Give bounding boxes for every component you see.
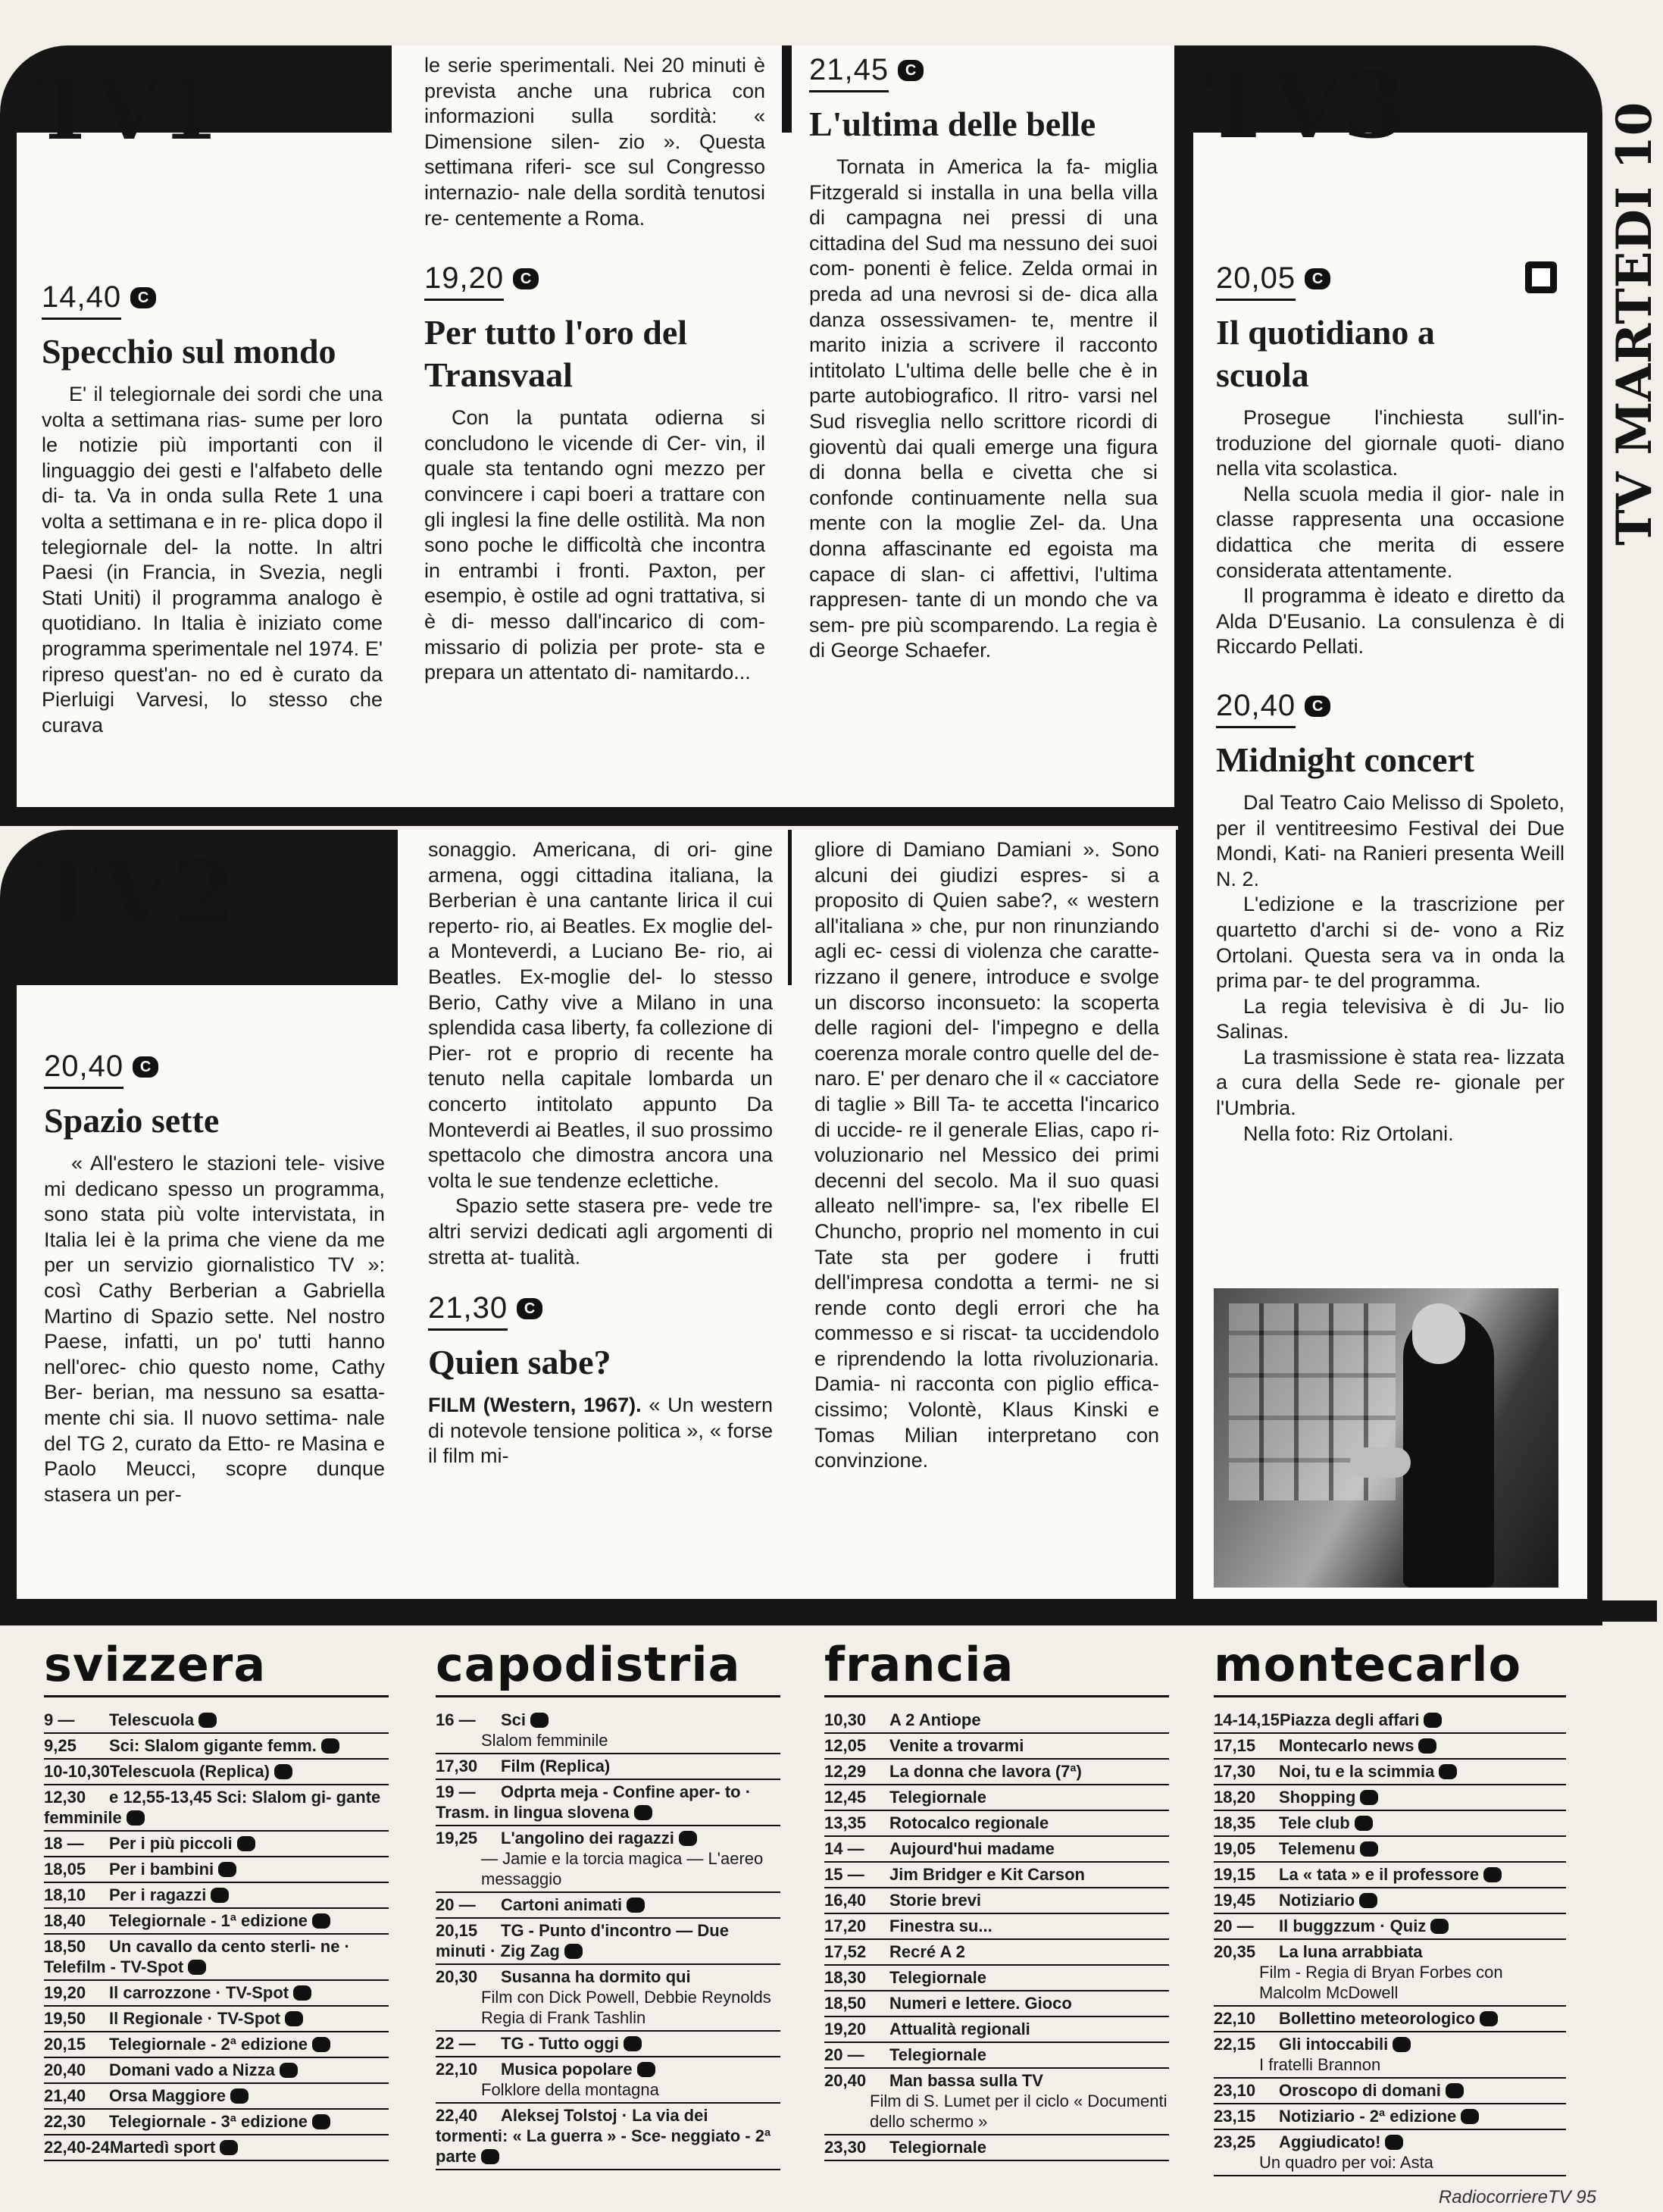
colour-broadcast-icon <box>1480 2011 1498 2026</box>
tv1-col2-para: le serie sperimentali. Nei 20 minuti è prevista anche una rubrica con informazioni sulla sordità: « Dimensione silen- zio ». Questa settimana riferi- sce sul Congresso internazio- nale della sordità tenutosi re- centemente a Roma. <box>424 54 765 230</box>
tv2-col2-para: sonaggio. Americana, di ori- gine armena, oggi cittadina italiana, la Berberian è una cantante lirica il cui reperto- rio, ai Beatles. Ex moglie del- a Monteverdi, a Luciano Be- rio, ai Beatles. Ex-moglie del- lo stesso Berio, Cathy vive a Milano in una splendida casa liberty, fa collezione di Pier- rot e proprio di recente ha tenuto nella capitale lombarda un concerto intitolato appunto Da Monteverdi ai Beatles, il suo prossimo spettacolo che dimostra ancora una volta le sue tendenze eclettiche. <box>428 838 773 1192</box>
colour-broadcast-icon: C <box>1305 696 1330 717</box>
schedule-title: La donna che lavora (7ª) <box>889 1762 1082 1781</box>
schedule-row <box>824 1940 1169 1966</box>
schedule-title: Domani vado a Nizza <box>109 2060 275 2079</box>
schedule-subtitle: I fratelli Brannon <box>1259 2055 1381 2074</box>
schedule-title: Recré A 2 <box>889 1942 965 1961</box>
tv1-body-3 <box>809 155 1158 664</box>
tv3-body-1 <box>1216 405 1565 660</box>
schedule-row <box>44 2110 389 2135</box>
colour-broadcast-icon <box>1418 1738 1436 1754</box>
schedule-title: Rotocalco regionale <box>889 1813 1049 1832</box>
colour-broadcast-icon: C <box>898 60 924 81</box>
channel-title: montecarlo <box>1214 1637 1566 1697</box>
schedule-time: 10,30 <box>824 1710 867 1729</box>
schedule-row <box>44 1935 389 1981</box>
schedule-time: 9 — <box>44 1710 75 1729</box>
tv2-body-1 <box>44 1151 385 1507</box>
schedule-subtitle: Folklore della montagna <box>481 2080 659 2099</box>
schedule-title: Noi, tu e la scimmia <box>1279 1762 1435 1781</box>
schedule-title: TG - Punto d'incontro — Due minuti · Zig Zag <box>436 1921 734 1960</box>
schedule-time: 19,50 <box>44 2009 86 2028</box>
schedule-time: 20,40 <box>824 2071 867 2090</box>
colour-broadcast-icon <box>312 2037 330 2052</box>
colour-broadcast-icon <box>530 1713 549 1728</box>
schedule-time: 19,20 <box>44 1983 86 2002</box>
schedule-title: Oroscopo di domani <box>1279 2081 1441 2100</box>
tv2-col3-body <box>814 837 1159 1474</box>
schedule-time: 18,30 <box>824 1968 867 1987</box>
schedule-row <box>436 1780 780 1826</box>
colour-broadcast-icon <box>481 2149 499 2164</box>
photo-head <box>1412 1303 1465 1364</box>
schedule-title: Telegiornale <box>889 2138 986 2157</box>
colour-broadcast-icon: C <box>130 287 156 308</box>
schedule-row <box>824 2069 1172 2135</box>
tv1-logo-text: TV1 <box>34 61 219 158</box>
schedule-title: Susanna ha dormito qui <box>501 1967 691 1986</box>
colour-broadcast-icon <box>211 1888 229 1903</box>
colour-broadcast-icon <box>312 1913 330 1929</box>
schedule-title: Piazza degli affari <box>1279 1710 1420 1729</box>
schedule-subtitle: Film - Regia di Bryan Forbes con Malcolm McDowell <box>1259 1963 1508 2002</box>
schedule-title: Film (Replica) <box>501 1757 611 1776</box>
tv1-column-2 <box>424 53 765 799</box>
schedule-time: 17,20 <box>824 1916 867 1935</box>
schedule-title: Orsa Maggiore <box>109 2086 227 2105</box>
tv1-title-3: L'ultima delle belle <box>809 105 1096 143</box>
schedule-time: 12,29 <box>824 1762 867 1781</box>
schedule-time: 20,15 <box>44 2035 86 2054</box>
schedule-title: Il Regionale · TV-Spot <box>109 2009 281 2028</box>
schedule-row <box>44 2032 389 2058</box>
schedule-subtitle: — Jamie e la torcia magica — L'aereo messaggio <box>481 1849 768 1888</box>
schedule-title: Telegiornale <box>889 1788 986 1807</box>
colour-broadcast-icon <box>634 1805 652 1820</box>
colour-broadcast-icon <box>230 2088 249 2104</box>
schedule-title: Telescuola <box>109 1710 195 1729</box>
tv3-para: Nella foto: Riz Ortolani. <box>1243 1122 1454 1145</box>
schedule-row <box>824 1888 1169 1914</box>
schedule-time: 18,50 <box>44 1937 86 1956</box>
schedule-time: 18,20 <box>1214 1788 1256 1807</box>
schedule-time: 19,15 <box>1214 1865 1256 1884</box>
schedule-title: Tele club <box>1279 1813 1350 1832</box>
schedule-title: Cartoni animati <box>501 1895 623 1914</box>
schedule-row <box>44 1734 389 1760</box>
colour-broadcast-icon: C <box>517 1298 542 1319</box>
channel-capodistria <box>436 1637 780 2167</box>
schedule-time: 22,40-24 <box>44 2138 110 2157</box>
colour-broadcast-icon <box>285 2011 303 2026</box>
tv1-time-3: 21,45 <box>809 53 889 92</box>
colour-broadcast-icon <box>280 2063 298 2078</box>
colour-broadcast-icon <box>1430 1919 1449 1934</box>
schedule-row <box>44 2058 389 2084</box>
schedule-row <box>436 2032 780 2057</box>
schedule-title: Per i bambini <box>109 1860 214 1879</box>
schedule-title: Per i ragazzi <box>109 1885 207 1904</box>
tv2-title-2: Quien sabe? <box>428 1343 611 1382</box>
schedule-row <box>1214 1863 1566 1888</box>
schedule-title: Telemenu <box>1279 1839 1356 1858</box>
schedule-time: 22,40 <box>436 2106 478 2125</box>
schedule-time: 22,30 <box>44 2112 86 2131</box>
colour-broadcast-icon <box>679 1831 697 1846</box>
schedule-time: 14 — <box>824 1839 864 1858</box>
schedule-title: La « tata » e il professore <box>1279 1865 1480 1884</box>
tv3-para: La trasmissione è stata rea- lizzata a cura della Sede re- gionale per l'Umbria. <box>1216 1045 1565 1120</box>
schedule-title: TG - Tutto oggi <box>501 2034 619 2053</box>
schedule-row <box>1214 2130 1566 2176</box>
tv3-body-2 <box>1216 790 1565 1147</box>
schedule-time: 21,40 <box>44 2086 86 2105</box>
tv2-col2-para: Spazio sette stasera pre- vede tre altri servizi dedicati agli argomenti di stretta at- tualità. <box>428 1194 773 1269</box>
schedule-row <box>44 1981 389 2007</box>
schedule-row <box>44 2007 389 2032</box>
colour-broadcast-icon <box>274 1764 292 1779</box>
tv2-film-intro: FILM (Western, 1967). <box>428 1394 642 1417</box>
colour-broadcast-icon <box>564 1944 583 1959</box>
colour-broadcast-icon <box>321 1738 339 1754</box>
colour-broadcast-icon <box>220 2140 238 2155</box>
schedule-time: 19,20 <box>824 2020 867 2038</box>
tv2-logo <box>34 840 236 947</box>
colour-broadcast-icon <box>1439 1764 1457 1779</box>
tv1-para: E' il telegiornale dei sordi che una volta a settimana rias- sume per loro le notizie più importanti con il linguaggio dei gesti e l'alfabeto delle di- ta. Va in onda sulla Rete 1 una volta a settimana e in re- plica dopo il telegiornale del- la notte. In altri Paesi (in Francia, in Svezia, negli Stati Uniti) il programma analogo è quotidiano. In Italia è iniziato come programma sperimentale nel 1974. E' ripreso quest'an- no ed è curato da Pierluigi Varvesi, lo stesso che curava <box>42 383 383 737</box>
tv3-para: Nella scuola media il gior- nale in classe rappresenta una occasione didattica che merita di essere considerata attentamente. <box>1216 482 1565 582</box>
schedule-title: Man bassa sulla TV <box>889 2071 1043 2090</box>
tv2-logo-text: TV2 <box>34 840 236 947</box>
schedule-title: A 2 Antiope <box>889 1710 981 1729</box>
schedule-row <box>1214 1760 1566 1785</box>
schedule-time: 19,25 <box>436 1829 478 1848</box>
tv1-logo <box>34 61 219 158</box>
tv1-body-1 <box>42 382 383 738</box>
page-footer: RadiocorriereTV 95 <box>1438 2187 1596 2207</box>
schedule-title: Aggiudicato! <box>1279 2132 1381 2151</box>
colour-broadcast-icon <box>1385 2135 1403 2150</box>
colour-broadcast-icon <box>237 1836 255 1851</box>
colour-broadcast-icon <box>637 2062 655 2077</box>
schedule-time: 16,40 <box>824 1891 867 1910</box>
tv2-column-3 <box>814 837 1159 1595</box>
colour-broadcast-icon <box>198 1713 217 1728</box>
tv1-para: Tornata in America la fa- miglia Fitzgerald si installa in una bella villa di campagna nei pressi di una cittadina del Sud ma nessuno dei suoi com- ponenti è felice. Zelda ormai in preda ad una nevrosi si de- dica alla danza ossessivamen- te, mentre il marito inizia a scrivere il racconto intitolato L'ultima delle belle che è in parte autobiografico. Il ritro- varsi nel Sud risveglia nello scrittore ricordi di gioventù dai quali emerge una figura di donna bella e civetta che si confonde continuamente nella sua mente con la moglie Zel- da. Una donna affascinante ed egoista ma capace di slan- ci affettivi, l'ultima rappresen- tante di un mondo che va sem- pre più scomparendo. La regia è di George Schaefer. <box>809 155 1158 662</box>
schedule-row <box>824 1837 1169 1863</box>
schedule-title: Venite a trovarmi <box>889 1736 1024 1755</box>
schedule-time: 22,10 <box>436 2060 478 2079</box>
schedule-row <box>824 1863 1169 1888</box>
schedule-time: 23,15 <box>1214 2107 1256 2126</box>
schedule-row <box>436 1893 780 1919</box>
schedule-time: 15 — <box>824 1865 864 1884</box>
tv1-time-2: 19,20 <box>424 261 504 301</box>
schedule-time: 13,35 <box>824 1813 867 1832</box>
schedule-time: 16 — <box>436 1710 476 1729</box>
colour-broadcast-icon <box>1360 1790 1378 1805</box>
schedule-row <box>824 1966 1169 1991</box>
colour-broadcast-icon <box>1446 2083 1464 2098</box>
tv3-para: L'edizione e la trascrizione per quartetto d'archi si de- vono a Riz Ortolani. Questa sera va in onda la prima par- te del programma. <box>1216 893 1565 993</box>
schedule-time: 18,50 <box>824 1994 867 2013</box>
schedule-time: 12,05 <box>824 1736 867 1755</box>
side-title: TV MARTEDI 10 <box>1606 102 1663 546</box>
schedule-title: e 12,55-13,45 Sci: Slalom gi- gante femminile <box>44 1788 386 1827</box>
schedule-time: 10-10,30 <box>44 1762 110 1781</box>
schedule-title: Martedì sport <box>109 2138 216 2157</box>
schedule-time: 18,05 <box>44 1860 86 1879</box>
schedule-row <box>436 1754 780 1780</box>
schedule-row <box>1214 1734 1566 1760</box>
schedule-row <box>824 1785 1169 1811</box>
colour-broadcast-icon <box>627 1898 645 1913</box>
schedule-time: 23,10 <box>1214 2081 1256 2100</box>
schedule-time: 18 — <box>44 1834 84 1853</box>
schedule-title: Telegiornale - 3ª edizione <box>109 2112 308 2131</box>
schedule-time: 9,25 <box>44 1736 77 1755</box>
colour-broadcast-icon <box>218 1862 236 1877</box>
tv2-col2-body <box>428 837 773 1270</box>
tv2-time-2: 21,30 <box>428 1291 508 1331</box>
colour-broadcast-icon <box>127 1810 145 1826</box>
colour-broadcast-icon: C <box>513 268 539 289</box>
tv3-title-1: Il quotidiano a scuola <box>1216 313 1435 394</box>
schedule-time: 19,05 <box>1214 1839 1256 1858</box>
schedule-title: Telescuola (Replica) <box>109 1762 270 1781</box>
schedule-row <box>1214 1811 1566 1837</box>
schedule-time: 20 — <box>1214 1916 1254 1935</box>
channel-title: francia <box>824 1637 1169 1697</box>
tv1-title-1: Specchio sul mondo <box>42 332 336 371</box>
schedule-row <box>44 1785 389 1832</box>
schedule-subtitle: Film di S. Lumet per il ciclo « Documenti dello schermo » <box>870 2092 1172 2131</box>
schedule-row <box>436 1708 780 1754</box>
schedule-row <box>44 2084 389 2110</box>
schedule-title: Storie brevi <box>889 1891 982 1910</box>
schedule-row <box>44 1883 389 1909</box>
schedule-time: 17,52 <box>824 1942 867 1961</box>
schedule-row <box>436 2104 780 2170</box>
colour-broadcast-icon <box>1359 1893 1377 1908</box>
colour-broadcast-icon <box>1461 2109 1479 2124</box>
schedule-row <box>824 2017 1169 2043</box>
schedule-row <box>1214 2079 1566 2104</box>
schedule-title: Attualità regionali <box>889 2020 1030 2038</box>
tv2-film-text: « Un western di notevole tensione politica », « forse il film mi- <box>428 1394 773 1468</box>
channel-listing <box>436 1708 780 2170</box>
tv3-para: Dal Teatro Caio Melisso di Spoleto, per il ventitreesimo Festival dei Due Mondi, Kati- na Ranieri presenta Weill N. 2. <box>1216 790 1565 890</box>
schedule-title: Gli intoccabili <box>1279 2035 1389 2054</box>
schedule-subtitle: Film con Dick Powell, Debbie Reynolds Regia di Frank Tashlin <box>481 1988 776 2027</box>
schedule-time: 12,30 <box>44 1788 86 1807</box>
schedule-row <box>436 1826 780 1893</box>
schedule-title: Finestra su... <box>889 1916 992 1935</box>
tv1-body-2 <box>424 405 765 686</box>
schedule-row <box>44 1708 389 1734</box>
schedule-row <box>1214 2007 1566 2032</box>
schedule-time: 18,10 <box>44 1885 86 1904</box>
schedule-time: 20,15 <box>436 1921 478 1940</box>
schedule-row <box>824 2043 1169 2069</box>
schedule-title: Per i più piccoli <box>109 1834 233 1853</box>
tv3-para: La regia televisiva è di Ju- lio Salinas. <box>1216 994 1565 1043</box>
tv3-logo <box>1205 52 1406 159</box>
colour-broadcast-icon <box>1483 1867 1502 1882</box>
colour-broadcast-icon: C <box>133 1056 158 1078</box>
tv3-logo-text: TV3 <box>1205 52 1406 159</box>
channel-francia <box>824 1637 1172 2167</box>
schedule-title: Telegiornale - 2ª edizione <box>109 2035 308 2054</box>
channel-title: capodistria <box>436 1637 780 1697</box>
schedule-row <box>1214 2104 1566 2130</box>
colour-broadcast-icon <box>293 1985 311 2001</box>
schedule-row <box>824 1734 1169 1760</box>
schedule-time: 17,30 <box>436 1757 478 1776</box>
schedule-row <box>824 1914 1169 1940</box>
schedule-row <box>1214 1708 1566 1734</box>
colour-broadcast-icon <box>312 2114 330 2129</box>
schedule-time: 12,45 <box>824 1788 867 1807</box>
schedule-time: 23,30 <box>824 2138 867 2157</box>
schedule-row <box>824 2135 1169 2161</box>
tv2-column-2 <box>428 837 773 1595</box>
schedule-title: Un cavallo da cento sterli- ne · Telefilm - TV-Spot <box>44 1937 355 1976</box>
tv1-col2-body <box>424 53 765 231</box>
schedule-time: 20 — <box>436 1895 476 1914</box>
schedule-title: Aleksej Tolstoj · La via dei tormenti: « La guerra » - Sce- neggiato - 2ª parte <box>436 2106 776 2166</box>
tv1-column-1 <box>42 280 383 796</box>
schedule-row <box>824 1991 1169 2017</box>
tv1-time-1: 14,40 <box>42 280 121 320</box>
schedule-time: 20,30 <box>436 1967 478 1986</box>
schedule-subtitle: Slalom femminile <box>481 1731 608 1750</box>
tv2-column-1 <box>44 1050 385 1588</box>
schedule-row <box>44 1857 389 1883</box>
schedule-title: Shopping <box>1279 1788 1356 1807</box>
schedule-row <box>436 1919 780 1965</box>
schedule-time: 20,40 <box>44 2060 86 2079</box>
schedule-time: 19 — <box>436 1782 476 1801</box>
schedule-title: Bollettino meteorologico <box>1279 2009 1476 2028</box>
schedule-time: 23,25 <box>1214 2132 1256 2151</box>
schedule-row <box>436 2057 780 2104</box>
schedule-title: Telegiornale <box>889 2045 986 2064</box>
tv2-col3-para: gliore di Damiano Damiani ». Sono alcuni dei giudizi espres- si a proposito di Quien sabe?, « western all'italiana » che, pur non rinunziando agli ec- cessi di violenza che caratte- rizzano il genere, introduce e svolge un discorso inconsueto: la scoperta delle ragioni del- l'impegno e della coerenza morale contro quelle del de- naro. E' per denaro che il « cacciatore di taglie » Bill Ta- te accetta l'incarico di uccide- re il generale Elias, capo ri- voluzionario nel Messico dei primi decenni del secolo. Ma il suo quasi alleato nell'impre- sa, l'ex ribelle El Chuncho, proprio nel momento in cui Tate sta per godere i frutti dell'impresa condotta a termi- ne si rende conto degli errori che ha commesso e si riscat- ta uccidendolo e riprendendo la lotta rivoluzionaria. Damia- ni racconta con piglio effica- cissimo; Volontè, Klaus Kinski e Tomas Milian interpretano con convinzione. <box>814 838 1159 1472</box>
colour-broadcast-icon <box>1355 1816 1373 1831</box>
channel-listing <box>44 1708 389 2161</box>
channel-title: svizzera <box>44 1637 389 1697</box>
channel-montecarlo <box>1214 1637 1566 2172</box>
colour-broadcast-icon <box>624 2036 642 2051</box>
schedule-time: 17,30 <box>1214 1762 1256 1781</box>
schedule-time: 22,10 <box>1214 2009 1256 2028</box>
tv3-column <box>1216 261 1565 1292</box>
schedule-time: 20,35 <box>1214 1942 1256 1961</box>
schedule-row <box>1214 1914 1566 1940</box>
channel-listing <box>824 1708 1172 2161</box>
colour-broadcast-icon <box>188 1960 206 1975</box>
tv3-title-2: Midnight concert <box>1216 740 1475 779</box>
schedule-row <box>1214 2032 1566 2079</box>
schedule-title: Odprta meja - Confine aper- to · Trasm. in lingua slovena <box>436 1782 756 1822</box>
tv2-para: « All'estero le stazioni tele- visive mi dedicano spesso un programma, sono stata più volte intervistata, in Italia lei è la prima che viene da me per un servizio giornalistico TV »: così Cathy Berberian a Gabriella Martino di Spazio sette. Nel nostro Paese, infatti, un po' tutti hanno nell'orec- chio questo nome, Cathy Ber- berian, ma nessuno sa esatta- mente chi sia. Il nuovo settima- nale del TG 2, curato da Etto- re Masina e Paolo Meucci, scopre dunque stasera un per- <box>44 1152 385 1506</box>
teletext-icon <box>1525 261 1557 293</box>
tv2-time-1: 20,40 <box>44 1050 123 1089</box>
schedule-title: Montecarlo news <box>1279 1736 1414 1755</box>
channel-svizzera <box>44 1637 389 2167</box>
section-divider <box>0 1600 1657 1622</box>
schedule-time: 19,45 <box>1214 1891 1256 1910</box>
schedule-title: Aujourd'hui madame <box>889 1839 1055 1858</box>
colour-broadcast-icon: C <box>1305 268 1330 289</box>
schedule-title: Il buggzzum · Quiz <box>1279 1916 1427 1935</box>
schedule-time: 18,35 <box>1214 1813 1256 1832</box>
schedule-row <box>824 1760 1169 1785</box>
schedule-row <box>436 1965 780 2032</box>
schedule-title: Notiziario - 2ª edizione <box>1279 2107 1457 2126</box>
schedule-row <box>1214 1837 1566 1863</box>
tv3-time-2: 20,40 <box>1216 689 1296 728</box>
schedule-title: Jim Bridger e Kit Carson <box>889 1865 1085 1884</box>
schedule-title: Telegiornale <box>889 1968 986 1987</box>
schedule-row <box>1214 1785 1566 1811</box>
schedule-row <box>44 1832 389 1857</box>
tv2-body-2 <box>428 1393 773 1469</box>
colour-broadcast-icon <box>1393 2037 1411 2052</box>
photo-hand <box>1350 1447 1411 1478</box>
schedule-title: Musica popolare <box>501 2060 633 2079</box>
colour-broadcast-icon <box>1360 1841 1378 1857</box>
tv3-time-1: 20,05 <box>1216 261 1296 301</box>
tv3-para: Prosegue l'inchiesta sull'in- troduzione del giornale quoti- diano nella vita scolastica. <box>1216 406 1565 480</box>
schedule-time: 20 — <box>824 2045 864 2064</box>
tv3-para: Il programma è ideato e diretto da Alda D'Eusanio. La consulenza è di Riccardo Pellati. <box>1216 584 1565 659</box>
schedule-time: 14-14,15 <box>1214 1710 1280 1729</box>
tv1-title-2: Per tutto l'oro del Transvaal <box>424 313 688 395</box>
schedule-title: Il carrozzone · TV-Spot <box>109 1983 289 2002</box>
schedule-time: 17,15 <box>1214 1736 1256 1755</box>
schedule-title: Numeri e lettere. Gioco <box>889 1994 1072 2013</box>
riz-ortolani-photo <box>1214 1288 1558 1588</box>
schedule-title: L'angolino dei ragazzi <box>501 1829 674 1848</box>
tv1-column-3 <box>809 53 1158 799</box>
channel-listing <box>1214 1708 1566 2176</box>
schedule-time: 22,15 <box>1214 2035 1256 2054</box>
schedule-row <box>1214 1940 1566 2007</box>
schedule-title: Notiziario <box>1279 1891 1355 1910</box>
schedule-row <box>1214 1888 1566 1914</box>
schedule-title: Telegiornale - 1ª edizione <box>109 1911 308 1930</box>
schedule-title: La luna arrabbiata <box>1279 1942 1423 1961</box>
schedule-title: Sci <box>501 1710 527 1729</box>
schedule-subtitle: Un quadro per voi: Asta <box>1259 2153 1433 2172</box>
schedule-row <box>44 1760 389 1785</box>
schedule-row <box>824 1708 1169 1734</box>
colour-broadcast-icon <box>1424 1713 1442 1728</box>
schedule-row <box>44 2135 389 2161</box>
schedule-time: 22 — <box>436 2034 476 2053</box>
schedule-row <box>824 1811 1169 1837</box>
tv2-title-1: Spazio sette <box>44 1101 220 1140</box>
schedule-time: 18,40 <box>44 1911 86 1930</box>
schedule-row <box>44 1909 389 1935</box>
tv1-para: Con la puntata odierna si concludono le vicende di Cer- vin, il quale sta tentando ogni mezzo per convincere i capi boeri a trattare con gli inglesi la fine delle ostilità. Ma non sono poche le difficoltà che incontra in entrambi i fronti. Paxton, per esempio, è ostile ad ogni trattativa, si è di- messo dall'incarico di com- missario di polizia per prote- sta e prepara un attentato di- namitardo... <box>424 406 765 684</box>
schedule-title: Sci: Slalom gigante femm. <box>109 1736 317 1755</box>
